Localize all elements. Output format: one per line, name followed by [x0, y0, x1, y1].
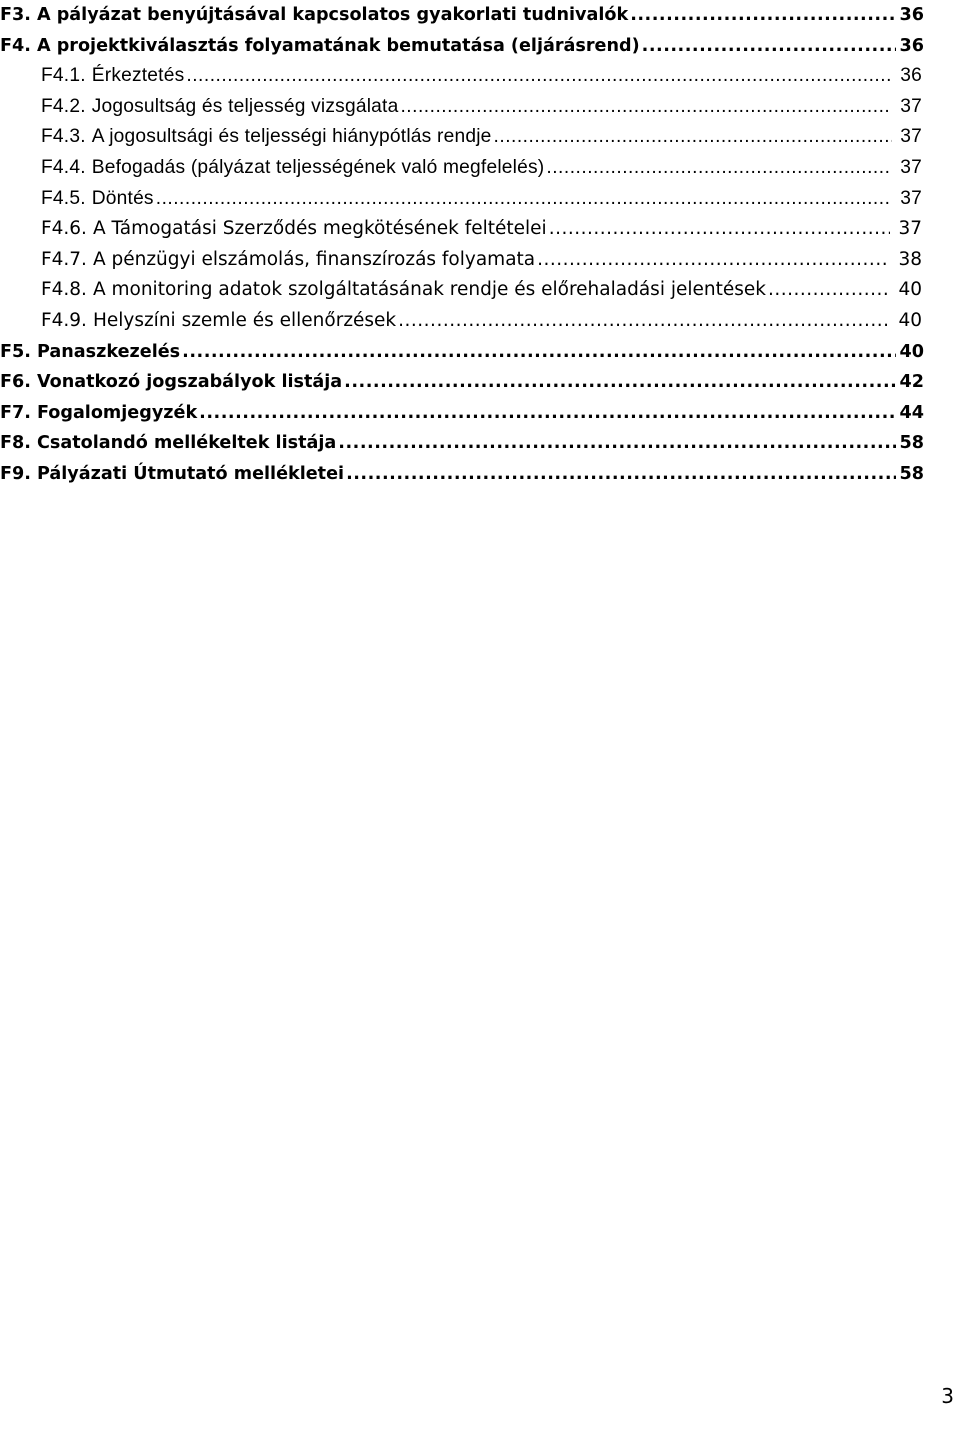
toc-entry[interactable]	[0, 92, 922, 123]
toc-leader-dots	[186, 61, 892, 92]
table-of-contents	[0, 0, 960, 490]
toc-leader-dots	[346, 459, 895, 490]
toc-entry-page: 37	[890, 214, 922, 245]
toc-leader-dots	[182, 337, 895, 368]
toc-entry-title: Pályázati Útmutató mellékletei	[36, 463, 345, 484]
toc-entry-number: F4.	[0, 35, 31, 56]
toc-entry-number: F4.9.	[41, 309, 87, 331]
toc-leader-dots	[537, 245, 890, 276]
toc-entry[interactable]	[0, 398, 924, 429]
toc-entry-page: 58	[896, 428, 924, 459]
toc-entry[interactable]	[0, 245, 922, 276]
toc-entry-number: F4.7.	[41, 248, 87, 270]
toc-leader-dots	[156, 184, 893, 215]
toc-entry-page: 40	[896, 337, 924, 368]
toc-entry-number: F9.	[0, 463, 31, 484]
toc-entry[interactable]	[0, 122, 922, 153]
toc-entry-number: F4.5.	[41, 187, 86, 209]
toc-entry-page: 44	[896, 398, 924, 429]
toc-leader-dots	[344, 367, 895, 398]
toc-entry-page: 36	[892, 61, 922, 92]
toc-entry-title: Csatolandó mellékeltek listája	[36, 433, 337, 454]
toc-entry-number: F5.	[0, 341, 31, 362]
toc-entry-number: F4.1.	[41, 65, 86, 87]
toc-entry-title: Panaszkezelés	[36, 341, 181, 362]
toc-entry-title: A projektkiválasztás folyamatának bemutatása (eljárásrend)	[36, 35, 640, 56]
toc-entry-page: 37	[892, 184, 922, 215]
toc-entry-title: A Támogatási Szerződés megkötésének feltételei	[92, 218, 547, 240]
toc-entry-title: Jogosultság és teljesség vizsgálata	[91, 95, 399, 117]
toc-entry-page: 37	[892, 92, 922, 123]
toc-entry-page: 40	[890, 275, 922, 306]
toc-entry-title: A pénzügyi elszámolás, finanszírozás folyamata	[92, 248, 536, 270]
toc-entry-page: 40	[890, 306, 922, 337]
toc-entry[interactable]	[0, 61, 922, 92]
toc-leader-dots	[398, 306, 890, 337]
toc-entry-title: Döntés	[91, 187, 154, 209]
toc-entry-page: 37	[892, 122, 922, 153]
toc-entry-title: Helyszíni szemle és ellenőrzések	[92, 309, 397, 331]
toc-entry[interactable]	[0, 0, 924, 31]
toc-leader-dots	[546, 153, 892, 184]
toc-entry-page: 42	[896, 367, 924, 398]
toc-entry-title: Vonatkozó jogszabályok listája	[36, 372, 343, 393]
toc-entry[interactable]	[0, 275, 922, 306]
page-number: 3	[941, 1384, 954, 1408]
toc-entry-page: 38	[890, 245, 922, 276]
toc-entry-number: F4.3.	[41, 126, 86, 148]
toc-leader-dots	[400, 92, 892, 123]
toc-leader-dots	[494, 122, 893, 153]
toc-entry[interactable]	[0, 459, 924, 490]
toc-leader-dots	[768, 275, 890, 306]
toc-entry[interactable]	[0, 214, 922, 245]
toc-leader-dots	[199, 398, 895, 429]
toc-leader-dots	[642, 31, 896, 62]
toc-entry[interactable]	[0, 428, 924, 459]
toc-entry-number: F4.4.	[41, 156, 86, 178]
toc-entry-number: F6.	[0, 372, 31, 393]
toc-entry-page: 36	[896, 0, 924, 31]
toc-entry-page: 58	[896, 459, 924, 490]
toc-entry[interactable]	[0, 367, 924, 398]
toc-entry[interactable]	[0, 337, 924, 368]
toc-entry-number: F7.	[0, 402, 31, 423]
toc-entry-title: Érkeztetés	[91, 65, 185, 87]
toc-entry-number: F3.	[0, 5, 31, 25]
toc-entry[interactable]	[0, 184, 922, 215]
toc-entry-title: A jogosultsági és teljességi hiánypótlás rendje	[91, 126, 492, 148]
toc-entry-number: F4.8.	[41, 279, 87, 301]
toc-entry-number: F8.	[0, 433, 31, 454]
toc-entry[interactable]	[0, 31, 924, 62]
toc-leader-dots	[338, 428, 895, 459]
toc-entry-title: Befogadás (pályázat teljességének való megfelelés)	[91, 156, 545, 178]
toc-entry-number: F4.2.	[41, 95, 86, 117]
toc-entry-page: 36	[896, 31, 924, 62]
toc-entry-title: Fogalomjegyzék	[36, 402, 198, 423]
toc-entry-title: A monitoring adatok szolgáltatásának rendje és előrehaladási jelentések	[92, 279, 766, 301]
toc-entry-page: 37	[892, 153, 922, 184]
toc-entry-number: F4.6.	[41, 218, 87, 240]
toc-leader-dots	[630, 0, 895, 31]
toc-leader-dots	[549, 214, 891, 245]
toc-entry[interactable]	[0, 306, 922, 337]
toc-entry-title: A pályázat benyújtásával kapcsolatos gyakorlati tudnivalók	[36, 5, 629, 25]
toc-entry[interactable]	[0, 153, 922, 184]
